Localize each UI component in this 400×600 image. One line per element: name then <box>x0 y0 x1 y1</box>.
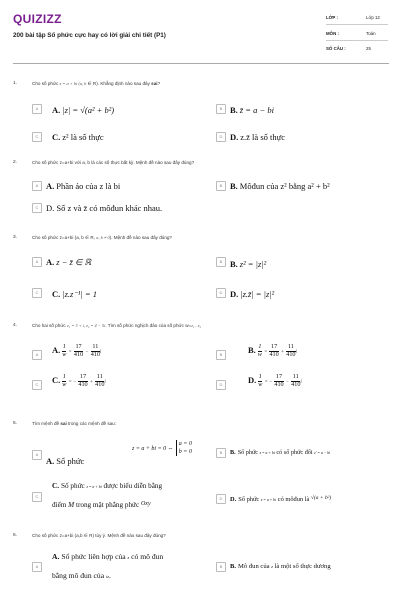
question-number: 3. <box>13 235 18 240</box>
question-number: 1. <box>13 81 18 86</box>
document-header: QUIZIZZ 200 bài tập Số phức cực hay có lời giải chi tiết (P1) LỚP : Lớp 12 MÔN : Toán SỐ CÂU : 25 <box>0 0 400 62</box>
meta-divider <box>326 24 388 25</box>
header-divider <box>13 63 389 64</box>
document-title: 200 bài tập Số phức cực hay có lời giải chi tiết (P1) <box>13 32 166 39</box>
question-text: Cho hai số phức z₁ = 3 + i, z₂ = 4 − 5i. Tìm số phức nghịch đảo của số phức w=z₁ . z₂ <box>32 323 201 328</box>
meta-divider <box>326 40 388 41</box>
question-text: Cho số phức z=a+bi (a, b ∈ R, a, b ≠ 0). Mệnh đề nào sau đây đúng? <box>32 235 172 240</box>
question-text: Tìm mệnh đề sai trong các mệnh đề sau: <box>32 421 117 426</box>
question-number: 2. <box>13 160 18 165</box>
question-text: Cho số phức z=a+bi với a, b là các số thực bất kỳ. Mệnh đề nào sau đây đúng? <box>32 160 195 165</box>
quizizz-logo: QUIZIZZ <box>13 12 62 26</box>
question-number: 6. <box>13 533 18 538</box>
question-text: Cho số phức z=a+bi (a,b ∈ R) tùy ý. Mệnh đề nào sau đây đúng? <box>32 533 166 538</box>
question-number: 5. <box>13 421 18 426</box>
question-number: 4. <box>13 323 18 328</box>
question-text: Cho số phức z = a + bi (a, b ∈ R). Khẳng định nào sau đây sai? <box>32 81 161 86</box>
